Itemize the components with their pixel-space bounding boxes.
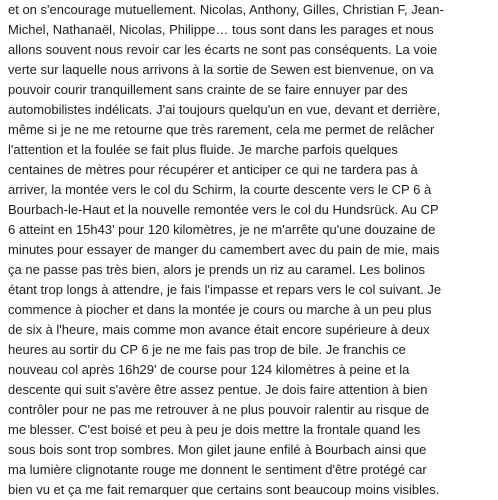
paragraph-line: contrôler pour ne pas me retrouver à ne plus pouvoir ralentir au risque de bbox=[8, 402, 430, 417]
paragraph-line: nouveau col après 16h29' de course pour 124 kilomètres à peine et la bbox=[8, 362, 410, 377]
paragraph-line: 6 atteint en 15h43' pour 120 kilomètres, je ne m'arrête qu'une douzaine de bbox=[8, 222, 436, 237]
paragraph-line: même si je ne me retourne que très rarement, cela me permet de relâcher bbox=[8, 122, 435, 137]
paragraph-line: automobilistes indélicats. J'ai toujours quelqu'un en vue, devant et derrière, bbox=[8, 102, 441, 117]
article-paragraph bbox=[8, 0, 491, 500]
paragraph-line: arriver, la montée vers le col du Schirm, la courte descente vers le CP 6 à bbox=[8, 182, 432, 197]
paragraph-line: Bourbach-le-Haut et la nouvelle remontée vers le col du Hundsrück. Au CP bbox=[8, 202, 439, 217]
paragraph-line: bien vu et ça me fait remarquer que certains sont beaucoup moins visibles. bbox=[8, 482, 440, 497]
paragraph-line: ma lumière clignotante rouge me donnent le sentiment d'être protégé car bbox=[8, 462, 427, 477]
paragraph-line: commence à piocher et dans la montée je cours ou marche à un peu plus bbox=[8, 302, 432, 317]
paragraph-line: me blesser. C'est boisé et peu à peu je dois mettre la frontale quand les bbox=[8, 422, 421, 437]
paragraph-line: descente qui suit s'avère être assez pentue. Je dois faire attention à bien bbox=[8, 382, 428, 397]
paragraph-line: ça ne passe pas très bien, alors je prends un riz au caramel. Les bolinos bbox=[8, 262, 425, 277]
paragraph-line: verte sur laquelle nous arrivons à la sortie de Sewen est bienvenue, on va bbox=[8, 62, 434, 77]
paragraph-line: sous bois sont trop sombres. Mon gilet jaune enfilé à Bourbach ainsi que bbox=[8, 442, 427, 457]
paragraph-line: heures au sortir du CP 6 je ne me fais pas trop de bile. Je franchis ce bbox=[8, 342, 406, 357]
paragraph-line: centaines de mètres pour récupérer et anticiper ce qui ne tardera pas à bbox=[8, 162, 418, 177]
paragraph-line: allons souvent nous revoir car les écarts ne sont pas conséquents. La voie bbox=[8, 42, 438, 57]
paragraph-line: de six à l'heure, mais comme mon avance était encore supérieure à deux bbox=[8, 322, 430, 337]
paragraph-line: pouvoir courir tranquillement sans crainte de se faire ennuyer par des bbox=[8, 82, 408, 97]
paragraph-line: l'attention et la foulée se fait plus fluide. Je marche parfois quelques bbox=[8, 142, 398, 157]
paragraph-line: minutes pour essayer de manger du camembert avec du pain de mie, mais bbox=[8, 242, 440, 257]
paragraph-line: et on s'encourage mutuellement. Nicolas, Anthony, Gilles, Christian F, Jean- bbox=[8, 2, 444, 17]
paragraph-line: Michel, Nathanaël, Nicolas, Philippe… tous sont dans les parages et nous bbox=[8, 22, 434, 37]
paragraph-line: étant trop longs à attendre, je fais l'impasse et repars vers le col suivant. Je bbox=[8, 282, 442, 297]
